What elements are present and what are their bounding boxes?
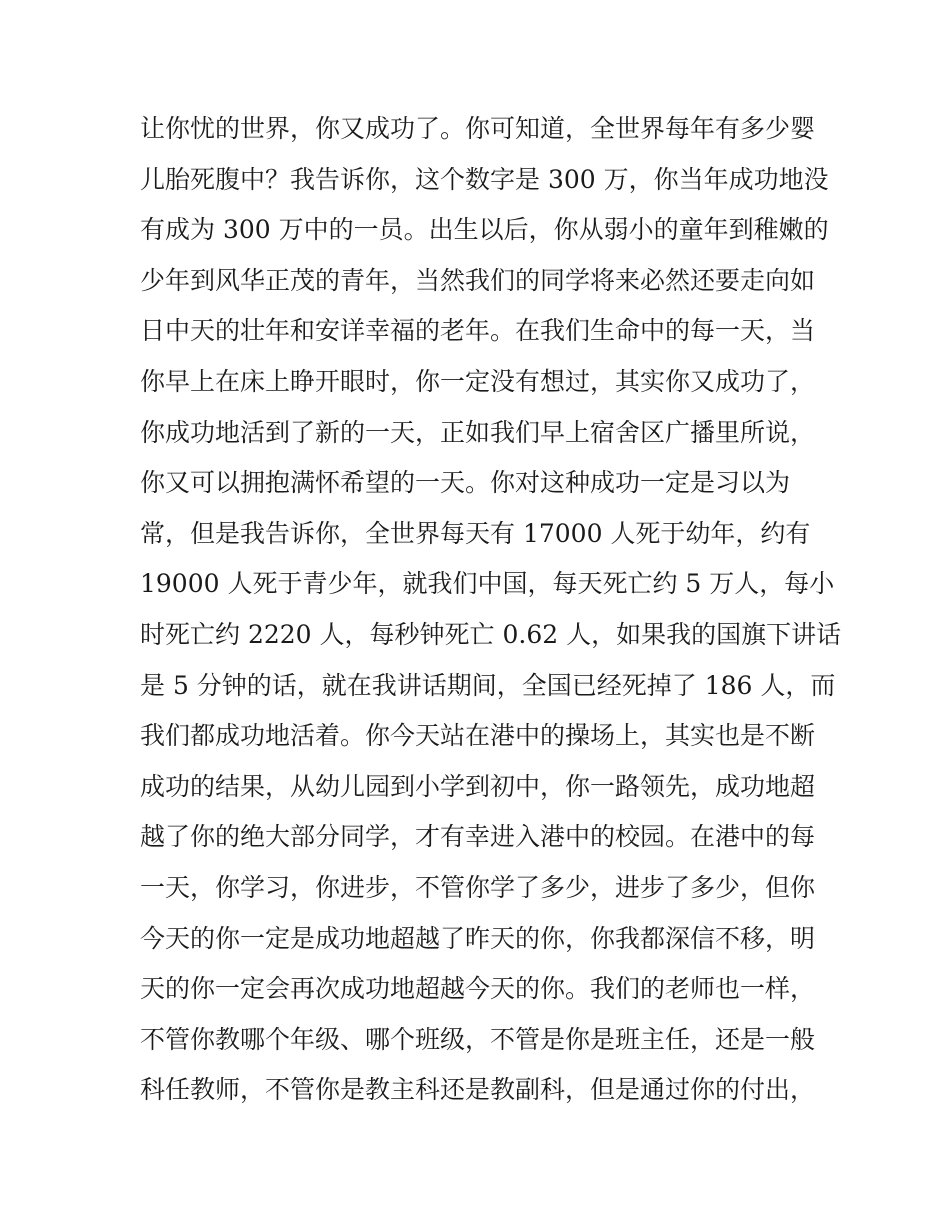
text-line-14: 成功的结果，从幼儿园到小学到初中，你一路领先，成功地超 — [140, 771, 816, 801]
text-line-7: 你成功地活到了新的一天，正如我们早上宿舍区广播里所说， — [140, 417, 816, 447]
text-line-19: 不管你教哪个年级、哪个班级，不管是你是班主任，还是一般 — [140, 1024, 816, 1054]
text-line-4: 少年到风华正茂的青年，当然我们的同学将来必然还要走向如 — [140, 265, 816, 295]
text-line-10: 19000 人死于青少年，就我们中国，每天死亡约 5 万人，每小 — [140, 569, 835, 599]
body-text — [140, 104, 842, 1116]
text-line-20: 科任教师，不管你是教主科还是教副科，但是通过你的付出， — [140, 1075, 816, 1105]
text-line-5: 日中天的壮年和安详幸福的老年。在我们生命中的每一天，当 — [140, 316, 816, 346]
text-line-15: 越了你的绝大部分同学，才有幸进入港中的校园。在港中的每 — [140, 822, 816, 852]
text-line-6: 你早上在床上睁开眼时，你一定没有想过，其实你又成功了， — [140, 366, 816, 396]
text-line-16: 一天，你学习，你进步，不管你学了多少，进步了多少，但你 — [140, 872, 816, 902]
text-line-3: 有成为 300 万中的一员。出生以后，你从弱小的童年到稚嫩的 — [140, 215, 829, 245]
text-line-9: 常，但是我告诉你，全世界每天有 17000 人死于幼年，约有 — [140, 518, 811, 548]
text-line-17: 今天的你一定是成功地超越了昨天的你，你我都深信不移，明 — [140, 923, 816, 953]
text-line-8: 你又可以拥抱满怀希望的一天。你对这种成功一定是习以为 — [140, 468, 791, 498]
text-line-12: 是 5 分钟的话，就在我讲话期间，全国已经死掉了 186 人，而 — [140, 670, 836, 700]
text-line-11: 时死亡约 2220 人，每秒钟死亡 0.62 人，如果我的国旗下讲话 — [140, 619, 842, 649]
text-line-1: 让你忧的世界，你又成功了。你可知道，全世界每年有多少婴 — [140, 114, 816, 143]
text-line-13: 我们都成功地活着。你今天站在港中的操场上，其实也是不断 — [140, 721, 816, 751]
text-line-18: 天的你一定会再次成功地超越今天的你。我们的老师也一样， — [140, 974, 816, 1004]
text-line-2: 儿胎死腹中？我告诉你，这个数字是 300 万，你当年成功地没 — [140, 164, 829, 194]
